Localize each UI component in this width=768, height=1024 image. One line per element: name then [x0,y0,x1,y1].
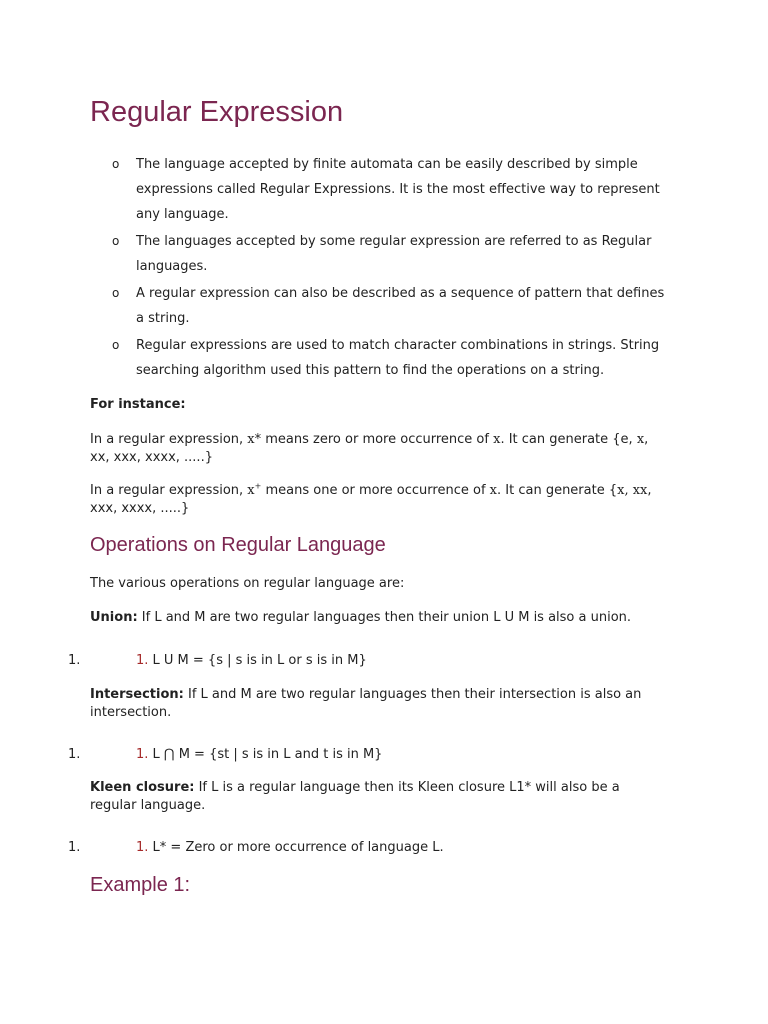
inner-list-number: 1. [136,747,149,762]
outer-list-number: 1. [68,653,81,668]
kleen-equation-text: L* = Zero or more occurrence of language L. [148,840,444,855]
list-item [112,281,682,331]
union-paragraph [90,609,690,627]
bullet-line: searching algorithm used this pattern to find the operations on a string. [136,363,605,378]
example-star-text: . It can generate {e, [500,432,637,447]
example-plus-text: In a regular expression, [90,483,248,498]
example-star-line2: xx, xxx, xxxx, .....} [90,450,213,465]
plus-superscript: + [254,481,262,491]
variable-x: x [247,432,255,447]
outer-list-number: 1. [68,840,81,855]
bullet-line: expressions called Regular Expressions. It is the most effective way to represent [136,182,660,197]
union-text: If L and M are two regular languages then their union L U M is also a union. [137,610,632,625]
bullet-list [112,152,682,385]
inner-list-number: 1. [136,840,149,855]
operations-intro: The various operations on regular language are: [90,576,405,591]
bullet-line: a string. [136,311,190,326]
union-equation-text: L U M = {s | s is in L or s is in M} [148,653,367,668]
intersection-equation [136,746,382,764]
bullet-line: Regular expressions are used to match character combinations in strings. String [136,338,660,353]
example-star-text: means zero or more occurrence of [261,432,494,447]
example-star-text: In a regular expression, [90,432,248,447]
example-plus-text: , [647,483,652,498]
star-symbol: * [254,432,262,447]
kleen-text: If L is a regular language then its Kleen closure L1* will also be a [194,780,620,795]
example-star-paragraph [90,431,690,467]
inner-list-number: 1. [136,653,149,668]
bullet-marker: o [112,234,120,248]
intersection-equation-text: L ⋂ M = {st | s is in L and t is in M} [148,747,383,762]
list-item [112,152,682,227]
kleen-label: Kleen closure: [90,780,195,795]
bullet-marker: o [112,338,120,352]
union-label: Union: [90,610,138,625]
kleen-line2: regular language. [90,798,206,813]
kleen-paragraph [90,779,690,815]
kleen-equation [136,839,444,857]
page-title: Regular Expression [90,96,344,128]
variable-x: x [489,483,497,498]
bullet-line: A regular expression can also be described as a sequence of pattern that defines [136,286,665,301]
list-item [112,229,682,279]
variable-x: x [247,483,255,498]
variable-x: x [636,432,645,447]
example-star-text: , [644,432,649,447]
example-heading: Example 1: [90,874,191,896]
intersection-line2: intersection. [90,705,172,720]
union-equation [136,652,367,670]
example-plus-paragraph [90,482,690,518]
variable-x: x [493,432,501,447]
list-item [112,333,682,383]
example-plus-text: . It can generate { [497,483,618,498]
example-plus-text: means one or more occurrence of [261,483,490,498]
bullet-line: languages. [136,259,208,274]
outer-list-number: 1. [68,747,81,762]
bullet-marker: o [112,157,120,171]
intersection-paragraph [90,686,690,722]
bullet-line: any language. [136,207,229,222]
bullet-marker: o [112,286,120,300]
for-instance-label: For instance: [90,397,186,412]
example-plus-line2: xxx, xxxx, .....} [90,501,190,516]
bullet-line: The language accepted by finite automata can be easily described by simple [136,157,638,172]
intersection-text: If L and M are two regular languages then their intersection is also an [183,687,642,702]
intersection-label: Intersection: [90,687,184,702]
variable-x: x, xx [617,483,648,498]
operations-heading: Operations on Regular Language [90,534,386,556]
bullet-line: The languages accepted by some regular expression are referred to as Regular [136,234,652,249]
